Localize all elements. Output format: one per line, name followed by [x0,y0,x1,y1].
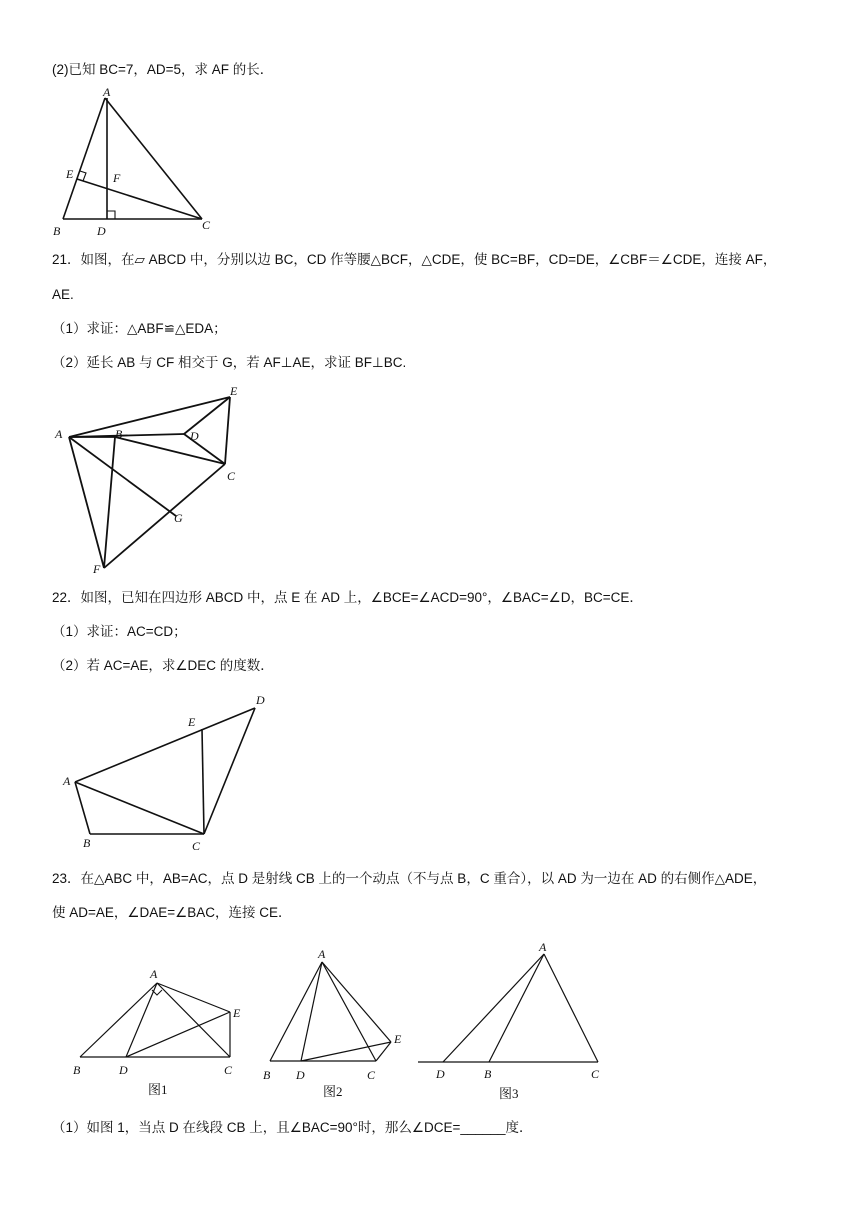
label-c: C [224,1063,233,1077]
label-d: D [190,429,199,443]
label-g: G [174,511,183,525]
problem21-stem-line2: AE. [52,287,74,302]
label-a: A [318,947,326,961]
problem20-part2: (2)已知 BC=7，AD=5，求 AF 的长． [52,62,274,77]
label-d: D [436,1067,445,1081]
label-c: C [227,469,236,483]
label-b: B [73,1063,81,1077]
figure-problem21 [50,382,250,578]
label-c: C [591,1067,600,1081]
problem21-part2: （2）延长 AB 与 CF 相交于 G，若 AF⊥AE，求证 BF⊥BC. [52,355,407,370]
figure-problem23-2 [258,946,418,1106]
problem22-stem: 22．如图，已知在四边形 ABCD 中，点 E 在 AD 上，∠BCE=∠ACD=90°，∠BAC=∠D，BC=CE． [52,590,643,605]
label-a: A [103,85,111,99]
label-f: F [93,562,101,576]
label-b: B [484,1067,492,1081]
label-e: E [394,1032,402,1046]
label-c: C [192,839,201,853]
label-c: C [202,218,211,232]
problem23-stem-line1: 23．在△ABC 中，AB=AC，点 D 是射线 CB 上的一个动点（不与点 B，C 重合），以 AD 为一边在 AD 的右侧作△ADE， [52,871,767,886]
problem23-part1: （1）如图 1，当点 D 在线段 CB 上，且∠BAC=90°时，那么∠DCE=______度． [52,1120,533,1135]
figure-problem23-3 [418,938,618,1108]
label-b: B [263,1068,271,1082]
label-e: E [188,715,196,729]
problem21-stem-line1: 21．如图，在▱ ABCD 中，分别以边 BC，CD 作等腰△BCF，△CDE，使 BC=BF，CD=DE，∠CBF＝∠CDE，连接 AF， [52,252,777,267]
caption-figure2: 图2 [323,1084,343,1099]
figure-problem23-1 [66,960,256,1100]
figure-problem22 [58,688,278,858]
problem21-part1: （1）求证：△ABF≌△EDA； [52,321,227,336]
caption-figure1: 图1 [148,1082,168,1097]
label-a: A [55,427,63,441]
label-b: B [83,836,91,850]
label-a: A [63,774,71,788]
label-d: D [119,1063,128,1077]
label-e: E [233,1006,241,1020]
label-e: E [230,384,238,398]
label-a: A [150,967,158,981]
label-c: C [367,1068,376,1082]
label-d: D [97,224,106,238]
problem22-part1: （1）求证：AC=CD； [52,624,187,639]
caption-figure3: 图3 [499,1086,519,1101]
label-e: E [66,167,74,181]
figure-problem20 [50,85,220,240]
label-b: B [115,427,123,441]
label-b: B [53,224,61,238]
label-d: D [256,693,265,707]
problem22-part2: （2）若 AC=AE，求∠DEC 的度数． [52,658,274,673]
problem23-stem-line2: 使 AD=AE，∠DAE=∠BAC，连接 CE． [52,905,292,920]
label-d: D [296,1068,305,1082]
label-f: F [113,171,121,185]
label-a: A [539,940,547,954]
